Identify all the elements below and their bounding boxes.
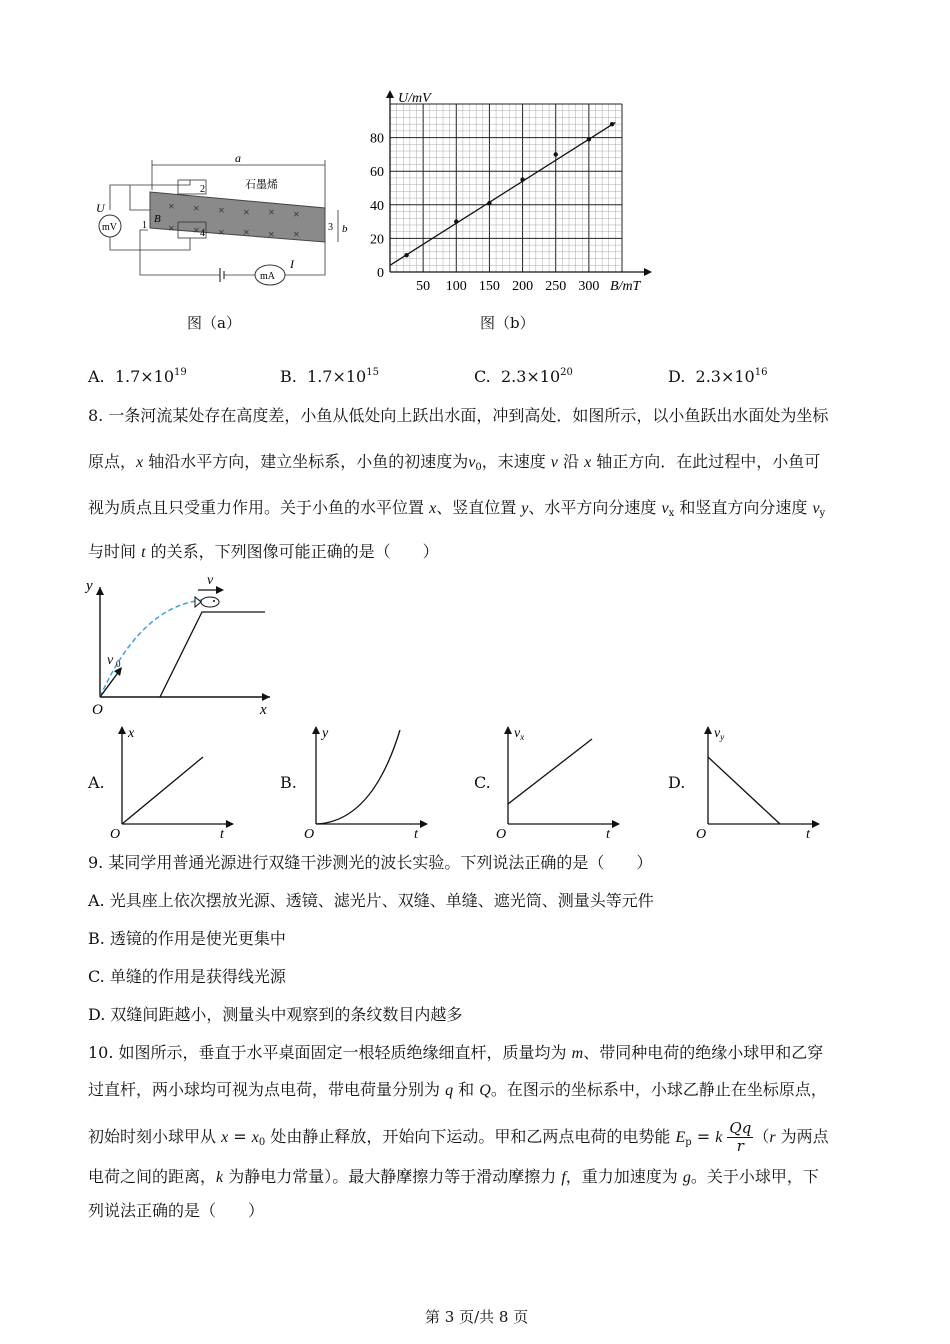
svg-text:×: × xyxy=(168,221,175,235)
q9-option-c[interactable]: C. 单缝的作用是获得线光源 xyxy=(88,967,286,986)
q9-option-b[interactable]: B. 透镜的作用是使光更集中 xyxy=(88,929,286,948)
svg-text:t: t xyxy=(606,827,610,842)
chart-ticks xyxy=(370,132,599,294)
svg-text:×: × xyxy=(218,203,225,217)
q8-line-3: 视为质点且只受重力作用。关于小鱼的水平位置 x、竖直位置 y、水平方向分速度 $v_x$ 和竖直方向分速度 $v_y$ xyxy=(88,498,826,519)
q8-option-c-label[interactable]: C. xyxy=(474,773,491,792)
q9-option-a[interactable]: A. 光具座上依次摆放光源、透镜、滤光片、双缝、单缝、遮光筒、测量头等元件 xyxy=(88,891,654,910)
svg-text:O: O xyxy=(304,827,315,842)
graphene-label: 石墨烯 xyxy=(245,179,278,191)
svg-text:×: × xyxy=(218,225,225,239)
y-axis-label: U/mV xyxy=(398,91,431,106)
q8-fish-diagram xyxy=(80,572,280,717)
q8-option-d-graph[interactable] xyxy=(694,722,824,842)
svg-text:t: t xyxy=(414,827,418,842)
q9-option-d[interactable]: D. 双缝间距越小，测量头中观察到的条纹数目内越多 xyxy=(88,1005,463,1024)
svg-text:y: y xyxy=(322,726,329,741)
data-point xyxy=(454,219,458,223)
x-tick-label: 300 xyxy=(578,279,600,294)
svg-text:y: y xyxy=(86,578,93,594)
svg-text:×: × xyxy=(168,199,175,213)
svg-text:x: x xyxy=(260,702,267,717)
data-point xyxy=(404,253,408,257)
q7-option-c[interactable]: C. $2.3\times 10^{20}$ xyxy=(474,367,573,386)
svg-text:O: O xyxy=(110,827,121,842)
x-tick-label: 150 xyxy=(478,279,500,294)
data-point xyxy=(587,137,591,141)
y-tick-label: 80 xyxy=(370,131,384,147)
q7-option-a[interactable]: A. $1.7\times 10^{19}$ xyxy=(88,367,187,386)
svg-text:0: 0 xyxy=(116,659,121,669)
q8-line-2: 原点，x 轴沿水平方向，建立坐标系，小鱼的初速度为$v_0$，末速度 v 沿 x 轴正方向．在此过程中，小鱼可 xyxy=(88,452,821,473)
q10-line-1: 10. 如图所示，垂直于水平桌面固定一根轻质绝缘细直杆，质量均为 m、带同种电荷的绝缘小球甲和乙穿 xyxy=(88,1043,824,1062)
svg-text:×: × xyxy=(243,225,250,239)
figure-b-caption: 图（b） xyxy=(480,314,535,332)
svg-text:×: × xyxy=(293,207,300,221)
q8-option-c-graph[interactable] xyxy=(494,722,624,842)
q8-option-a-label[interactable]: A. xyxy=(88,773,105,792)
q8-option-b-label[interactable]: B. xyxy=(280,773,297,792)
svg-text:×: × xyxy=(193,201,200,215)
data-point xyxy=(610,122,614,126)
svg-text:1: 1 xyxy=(142,220,147,231)
data-point xyxy=(554,152,558,156)
x-axis-arrow xyxy=(644,268,652,276)
svg-text:×: × xyxy=(268,227,275,241)
label-B: B xyxy=(154,213,161,225)
q10-line-2: 过直杆，两小球均可视为点电荷，带电荷量分别为 q 和 Q。在图示的坐标系中，小球乙静止在坐标原点， xyxy=(88,1080,827,1099)
svg-text:O: O xyxy=(496,827,507,842)
q10-fraction: $\frac{Qq}{r}$ xyxy=(729,1119,752,1155)
svg-text:vy: $v_y$ xyxy=(714,726,725,742)
figure-b-chart xyxy=(360,88,660,300)
x-tick-label: 250 xyxy=(545,279,567,294)
q7-option-b[interactable]: B. $1.7\times 10^{15}$ xyxy=(280,367,379,386)
y-tick-label: 40 xyxy=(370,198,384,214)
x-axis-label: B/mT xyxy=(610,279,641,294)
svg-text:v: v xyxy=(107,653,114,668)
data-point xyxy=(520,177,524,181)
voltmeter: mV xyxy=(102,222,117,233)
svg-text:×: × xyxy=(293,227,300,241)
x-tick-label: 100 xyxy=(445,279,467,294)
figure-a-caption: 图（a） xyxy=(187,314,241,332)
q10-line-3: 初始时刻小球甲从 $x = x_0$ 处由静止释放，开始向下运动。甲和乙两点电荷的电势能 $E_p = k$ $\frac{Qq}{r}$ （r 为两点 xyxy=(88,1119,829,1155)
data-point xyxy=(487,201,491,205)
dim-a-label: a xyxy=(235,151,241,165)
y-tick-label: 20 xyxy=(370,232,384,248)
svg-text:3: 3 xyxy=(328,222,333,233)
figure-a-circuit xyxy=(90,150,360,300)
page-footer: 第 3 页/共 8 页 xyxy=(425,1308,529,1326)
q8-line-4: 与时间 t 的关系，下列图像可能正确的是（ ） xyxy=(88,542,439,561)
y-tick-label: 60 xyxy=(370,165,384,181)
q8-option-a-graph[interactable] xyxy=(108,722,238,842)
svg-text:vx: $v_x$ xyxy=(514,726,525,742)
q8-line-1: 8. 一条河流某处存在高度差，小鱼从低处向上跃出水面，冲到高处．如图所示，以小鱼跃出水面处为坐标 xyxy=(88,406,829,425)
y-tick-label: 0 xyxy=(377,266,384,281)
svg-text:×: × xyxy=(193,223,200,237)
q9-stem: 9. 某同学用普通光源进行双缝干涉测光的波长实验。下列说法正确的是（ ） xyxy=(88,853,653,872)
ammeter: mA xyxy=(260,271,275,282)
svg-text:2: 2 xyxy=(200,184,205,195)
q10-line-4: 电荷之间的距离，k 为静电力常量）。最大静摩擦力等于滑动摩擦力 f，重力加速度为 g。关于小球甲，下 xyxy=(88,1167,819,1186)
y-axis-arrow xyxy=(386,90,394,98)
svg-text:U: U xyxy=(96,201,105,215)
svg-text:t: t xyxy=(220,827,224,842)
x-tick-label: 200 xyxy=(512,279,534,294)
svg-text:v: v xyxy=(207,573,214,588)
svg-text:I: I xyxy=(290,257,294,271)
q10-line-5: 列说法正确的是（ ） xyxy=(88,1201,265,1220)
x-tick-label: 50 xyxy=(416,279,431,294)
svg-text:b: b xyxy=(342,223,348,235)
fish-icon xyxy=(201,597,219,607)
q7-option-d[interactable]: D. $2.3\times 10^{16}$ xyxy=(668,367,768,386)
q8-option-d-label[interactable]: D. xyxy=(668,773,686,792)
svg-text:O: O xyxy=(696,827,707,842)
svg-text:O: O xyxy=(92,702,103,717)
svg-text:4: 4 xyxy=(200,228,205,239)
svg-text:×: × xyxy=(243,205,250,219)
svg-text:x: x xyxy=(128,726,135,741)
q8-option-b-graph[interactable] xyxy=(302,722,432,842)
svg-text:t: t xyxy=(806,827,810,842)
svg-text:×: × xyxy=(268,205,275,219)
